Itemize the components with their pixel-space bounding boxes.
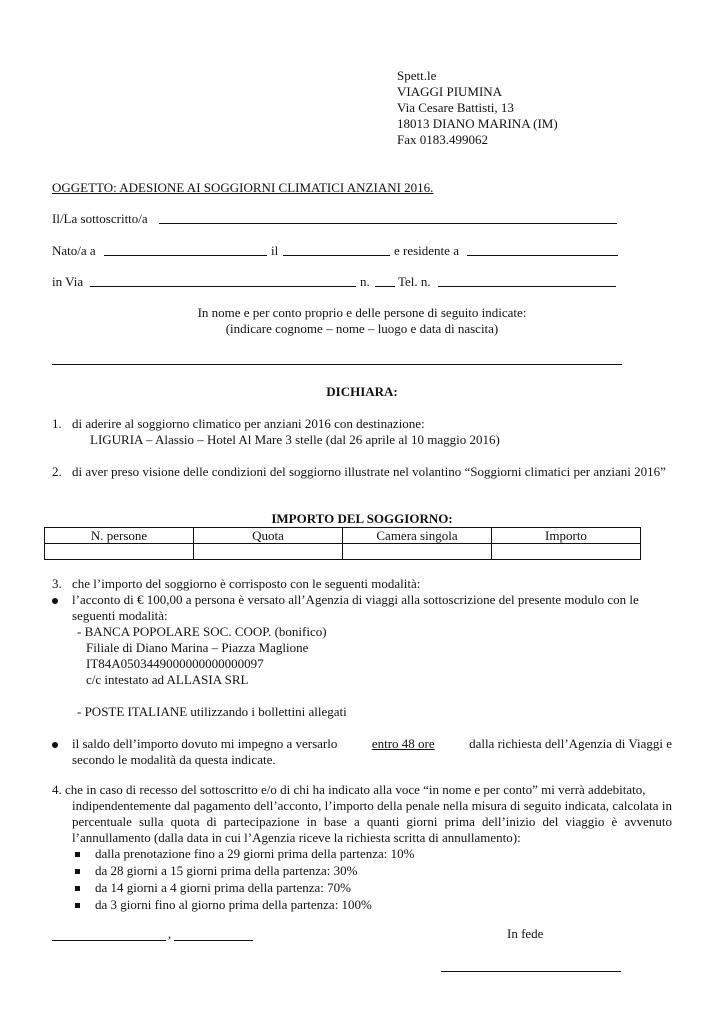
amount-heading: IMPORTO DEL SOGGIORNO: <box>271 511 453 526</box>
penalty-item: da 28 giorni a 15 giorni prima della partenza: 30% <box>95 863 358 878</box>
col-single-room: Camera singola <box>343 528 492 544</box>
persons-field[interactable] <box>52 364 622 365</box>
recipient-salutation: Spett.le <box>397 68 437 83</box>
square-bullet-icon <box>75 886 80 891</box>
item4-text: indipendentemente dal pagamento dell’acconto, l’importo della penale nella misura di seguito indicata, calcolata in percentuale sulla quota di partecipazione in base a quanti giorni prima dell’inizio del viaggio è avvenuto l’annullamento (dalla data in cui l’Agenzia riceve la richiesta scritta di annullamento): <box>72 798 672 845</box>
balance-text-2: secondo le modalità da questa indicate. <box>72 752 276 767</box>
subject-line: OGGETTO: ADESIONE AI SOGGIORNI CLIMATICI ANZIANI 2016. <box>52 180 434 195</box>
item2-text: di aver preso visione delle condizioni del soggiorno illustrate nel volantino “Soggiorni climatici per anziani 2016” <box>72 464 666 479</box>
quota-cell[interactable] <box>194 544 343 560</box>
residence-field[interactable] <box>467 255 618 256</box>
item3-number: 3. <box>52 576 62 591</box>
bullet-icon <box>52 598 58 604</box>
postal-option: - POSTE ITALIANE utilizzando i bollettini allegati <box>77 704 347 719</box>
bank-branch: Filiale di Diano Marina – Piazza Maglione <box>86 640 309 655</box>
amount-table-row <box>45 544 641 560</box>
item4-first-line: 4. che in caso di recesso del sottoscritto e/o di chi ha indicato alla voce “in nome e per conto” mi verrà addebitato, <box>52 782 646 797</box>
square-bullet-icon <box>75 869 80 874</box>
recipient-company: VIAGGI PIUMINA <box>397 84 503 99</box>
in-faith-label: In fede <box>507 926 544 941</box>
birthplace-field[interactable] <box>104 255 267 256</box>
undersigned-label: Il/La sottoscritto/a <box>52 211 148 226</box>
on-behalf-text: In nome e per conto proprio e delle persone di seguito indicate: <box>197 305 527 320</box>
birthdate-label: il <box>271 243 279 258</box>
balance-deadline: entro 48 ore <box>371 736 435 751</box>
deposit-text: l’acconto di € 100,00 a persona è versato all’Agenzia di viaggi alla sottoscrizione del presente modulo con le <box>72 592 639 607</box>
item1-number: 1. <box>52 416 62 431</box>
place-date-separator: , <box>168 926 172 941</box>
phone-label: Tel. n. <box>398 274 431 289</box>
item2-number: 2. <box>52 464 62 479</box>
recipient-street: Via Cesare Battisti, 13 <box>397 100 514 115</box>
bank-name: - BANCA POPOLARE SOC. COOP. (bonifico) <box>77 624 327 639</box>
house-number-label: n. <box>360 274 370 289</box>
undersigned-field[interactable] <box>159 223 617 224</box>
amount-table-header <box>45 528 641 544</box>
street-label: in Via <box>52 274 84 289</box>
penalty-item: da 14 giorni a 4 giorni prima della partenza: 70% <box>95 880 351 895</box>
recipient-city: 18013 DIANO MARINA (IM) <box>397 116 558 131</box>
house-number-field[interactable] <box>375 286 395 287</box>
street-field[interactable] <box>90 286 356 287</box>
penalty-item: da 3 giorni fino al giorno prima della partenza: 100% <box>95 897 372 912</box>
balance-text-end: dalla richiesta dell’Agenzia di Viaggi e <box>469 736 672 751</box>
birthdate-field[interactable] <box>283 255 390 256</box>
place-field[interactable] <box>52 940 166 941</box>
phone-field[interactable] <box>438 286 616 287</box>
date-field[interactable] <box>174 940 253 941</box>
square-bullet-icon <box>75 852 80 857</box>
item1-destination: LIGURIA – Alassio – Hotel Al Mare 3 stelle (dal 26 aprile al 10 maggio 2016) <box>90 432 500 447</box>
declares-heading: DICHIARA: <box>326 384 398 399</box>
penalty-item: dalla prenotazione fino a 29 giorni prima della partenza: 10% <box>95 846 415 861</box>
born-label: Nato/a a <box>52 243 96 258</box>
col-amount: Importo <box>492 528 641 544</box>
col-persons: N. persone <box>45 528 194 544</box>
balance-text: il saldo dell’importo dovuto mi impegno a versarlo <box>72 736 338 751</box>
bank-account-holder: c/c intestato ad ALLASIA SRL <box>86 672 249 687</box>
item3-text: che l’importo del soggiorno è corrisposto con le seguenti modalità: <box>72 576 421 591</box>
signature-field[interactable] <box>441 971 621 972</box>
single-room-cell[interactable] <box>343 544 492 560</box>
balance-line <box>72 736 672 752</box>
persons-cell[interactable] <box>45 544 194 560</box>
bank-iban: IT84A0503449000000000000097 <box>86 656 264 671</box>
on-behalf-note: (indicare cognome – nome – luogo e data di nascita) <box>225 321 499 336</box>
bullet-icon <box>52 742 58 748</box>
col-quota: Quota <box>194 528 343 544</box>
amount-cell[interactable] <box>492 544 641 560</box>
deposit-text-2: seguenti modalità: <box>72 608 168 623</box>
amount-table <box>44 527 641 560</box>
recipient-fax: Fax 0183.499062 <box>397 132 488 147</box>
resident-label: e residente a <box>394 243 459 258</box>
square-bullet-icon <box>75 903 80 908</box>
item1-text: di aderire al soggiorno climatico per anziani 2016 con destinazione: <box>72 416 425 431</box>
